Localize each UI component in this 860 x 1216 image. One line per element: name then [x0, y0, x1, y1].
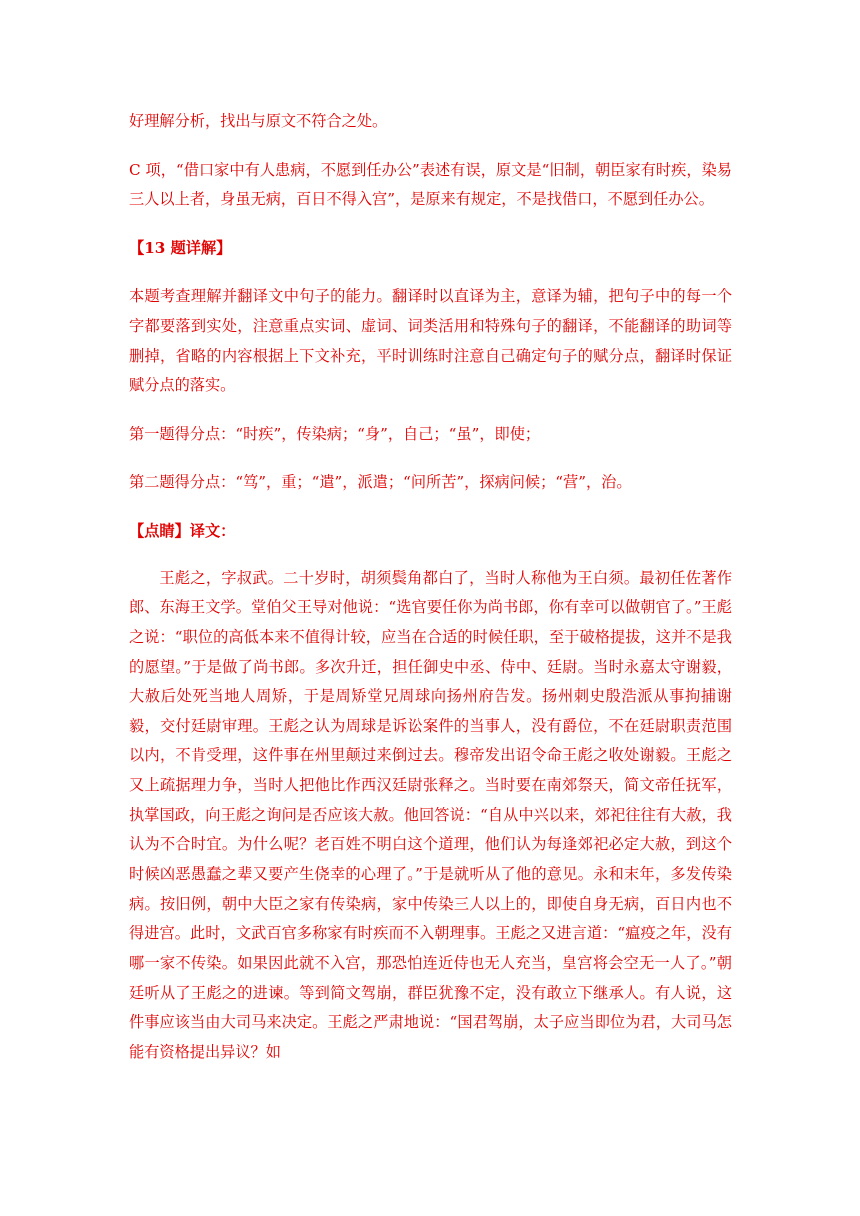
analysis-tail-paragraph: 好理解分析，找出与原文不符合之处。 — [129, 112, 388, 130]
translation-paragraph: 王彪之，字叔武。二十岁时，胡须鬓角都白了，当时人称他为王白须。最初任佐著作郎、东海王文学。堂伯父王导对他说：“选官要任你为尚书郎，你有幸可以做朝官了。”王彪之说：“职位的高低本来不值得计较，应当在合适的时候任职，至于破格提拔，这并不是我的愿望。”于是做了尚书郎。多次升迁，担任御史中丞、侍中、廷尉。当时永嘉太守谢毅，大赦后处死当地人周矫，于是周矫堂兄周球向扬州府告发。扬州刺史殷浩派从事拘捕谢毅，交付廷尉审理。王彪之认为周球是诉讼案件的当事人，没有爵位，不在廷尉职责范围以内，不肯受理，这件事在州里颠过来倒过去。穆帝发出诏令命王彪之收处谢毅。王彪之又上疏据理力争，当时人把他比作西汉廷尉张释之。当时要在南郊祭天，简文帝任抚军，执掌国政，向王彪之询问是否应该大赦。他回答说：“自从中兴以来，郊祀往往有大赦，我认为不合时宜。为什么呢？老百姓不明白这个道理，他们认为每逢郊祀必定大赦，到这个时候凶恶愚蠢之辈又要产生侥幸的心理了。”于是就听从了他的意见。永和末年，多发传染病。按旧例，朝中大臣之家有传染病，家中传染三人以上的，即使自身无病，百日内也不得进宫。此时，文武百官多称家有时疾而不入朝理事。王彪之又进言道：“瘟疫之年，没有哪一家不传染。如果因此就不入宫，那恐怕连近侍也无人充当，皇宫将会空无一人了。”朝廷听从了王彪之的进谏。等到简文驾崩，群臣犹豫不定，没有敢立下继承人。有人说，这件事应该当由大司马来决定。王彪之严肃地说：“国君驾崩，太子应当即位为君，大司马怎能有资格提出异议？如 — [129, 568, 732, 1062]
document-body — [129, 107, 732, 1083]
question-13-heading: 【13 题详解】 — [129, 238, 232, 257]
scoring-points-second: 第二题得分点：“笃”，重；“遣”，派遣；“问所苦”，探病问候；“营”，治。 — [129, 473, 632, 492]
option-c-paragraph: C 项，“借口家中有人患病，不愿到任办公”表述有误，原文是“旧制，朝臣家有时疾，染易三人以上者，身虽无病，百日不得入宫”，是原来有规定，不是找借口，不愿到任办公。 — [129, 160, 732, 209]
scoring-points-first: 第一题得分点：“时疾”，传染病；“身”，自己；“虽”，即使； — [129, 424, 541, 443]
question-13-intro-paragraph: 本题考查理解并翻译文中句子的能力。翻译时以直译为主，意译为辅，把句子中的每一个字都要落到实处，注意重点实词、虚词、词类活用和特殊句子的翻译，不能翻译的助词等删掉，省略的内容根据上下文补充，平时训练时注意自己确定句子的赋分点，翻译时保证赋分点的落实。 — [129, 287, 732, 395]
dianjing-heading: 【点睛】译文： — [129, 521, 236, 540]
